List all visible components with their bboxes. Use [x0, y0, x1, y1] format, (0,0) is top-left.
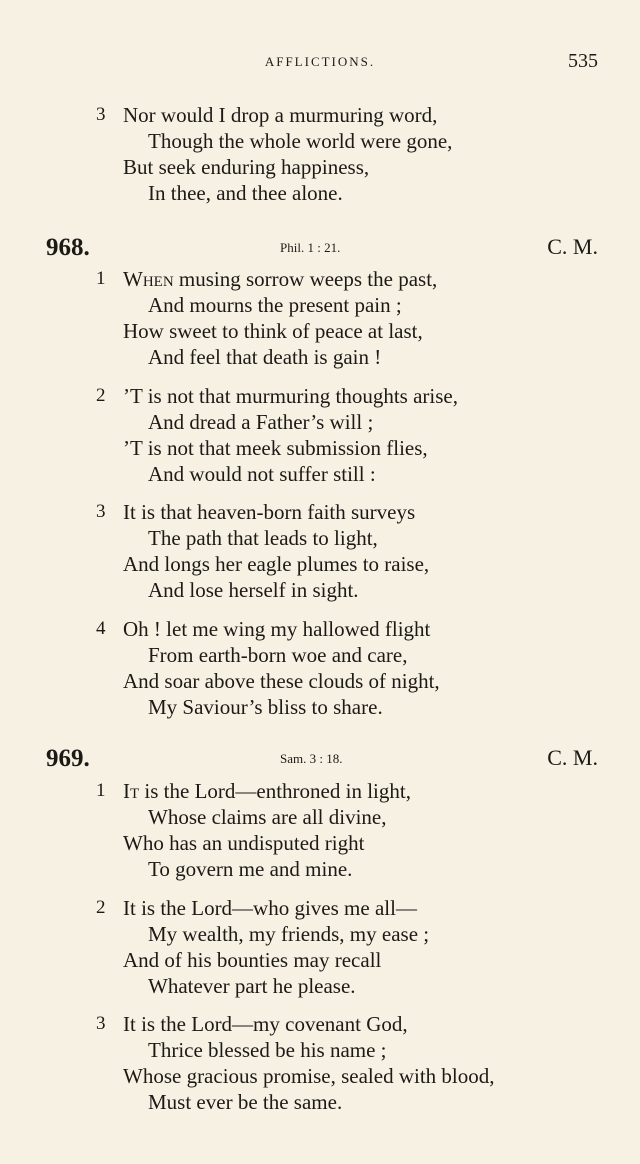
stanza-line: And lose herself in sight. — [148, 578, 359, 602]
stanza-line: How sweet to think of peace at last, — [123, 319, 423, 343]
scripture-reference: Phil. 1 : 21. — [280, 240, 341, 255]
stanza-number: 3 — [96, 501, 106, 522]
stanza-line: But seek enduring happiness, — [123, 155, 370, 179]
stanza-line: To govern me and mine. — [148, 857, 353, 881]
line-rest: musing sorrow weeps the past, — [173, 267, 438, 291]
stanza-number: 2 — [96, 385, 106, 406]
stanza-line: And of his bounties may recall — [123, 948, 382, 972]
stanza-line: And longs her eagle plumes to raise, — [123, 552, 430, 576]
hymn-number: 969. — [46, 745, 90, 772]
stanza-line: The path that leads to light, — [148, 526, 378, 550]
stanza-line: ’T is not that meek submission flies, — [123, 436, 428, 460]
stanza-line: Nor would I drop a murmuring word, — [123, 103, 438, 127]
scripture-reference: Sam. 3 : 18. — [280, 751, 343, 766]
stanza-line: And soar above these clouds of night, — [123, 669, 440, 693]
drop-word: When — [123, 267, 174, 291]
stanza-line — [123, 778, 411, 804]
stanza-line: ’T is not that murmuring thoughts arise, — [123, 384, 458, 408]
stanza-number: 2 — [96, 897, 106, 918]
hymn-968-heading — [0, 234, 640, 264]
stanza-line: And feel that death is gain ! — [148, 345, 382, 369]
hymn-meter: C. M. — [547, 745, 598, 770]
stanza-line — [123, 266, 437, 292]
running-title: AFFLICTIONS. — [264, 54, 376, 69]
stanza-line: Who has an undisputed right — [123, 831, 365, 855]
stanza-line: It is the Lord—my covenant God, — [123, 1012, 408, 1036]
stanza-line: It is the Lord—who gives me all— — [123, 896, 417, 920]
line-rest: is the Lord—enthroned in light, — [139, 779, 411, 803]
stanza-line: My wealth, my friends, my ease ; — [148, 922, 430, 946]
stanza-line: Oh ! let me wing my hallowed flight — [123, 617, 431, 641]
stanza-line: Though the whole world were gone, — [148, 129, 453, 153]
stanza-number: 3 — [96, 104, 106, 125]
stanza-line: Must ever be the same. — [148, 1090, 343, 1114]
stanza-line: And would not suffer still : — [148, 462, 376, 486]
stanza-number: 4 — [96, 618, 106, 639]
stanza-line: Whose claims are all divine, — [148, 805, 387, 829]
stanza-line: Whatever part he please. — [148, 974, 356, 998]
page-number: 535 — [568, 50, 598, 72]
stanza-line: It is that heaven-born faith surveys — [123, 500, 416, 524]
stanza-line: Whose gracious promise, sealed with blood, — [123, 1064, 495, 1088]
stanza-number: 1 — [96, 780, 106, 801]
stanza-number: 3 — [96, 1013, 106, 1034]
stanza-line: Thrice blessed be his name ; — [148, 1038, 387, 1062]
running-head — [0, 50, 640, 74]
hymn-number: 968. — [46, 234, 90, 261]
stanza-line: From earth-born woe and care, — [148, 643, 408, 667]
drop-word: It — [123, 779, 140, 803]
stanza-line: And mourns the present pain ; — [148, 293, 402, 317]
hymn-meter: C. M. — [547, 234, 598, 259]
stanza-line: My Saviour’s bliss to share. — [148, 695, 383, 719]
hymn-969-heading — [0, 745, 640, 775]
stanza-number: 1 — [96, 268, 106, 289]
stanza-line: In thee, and thee alone. — [148, 181, 343, 205]
stanza-line: And dread a Father’s will ; — [148, 410, 374, 434]
